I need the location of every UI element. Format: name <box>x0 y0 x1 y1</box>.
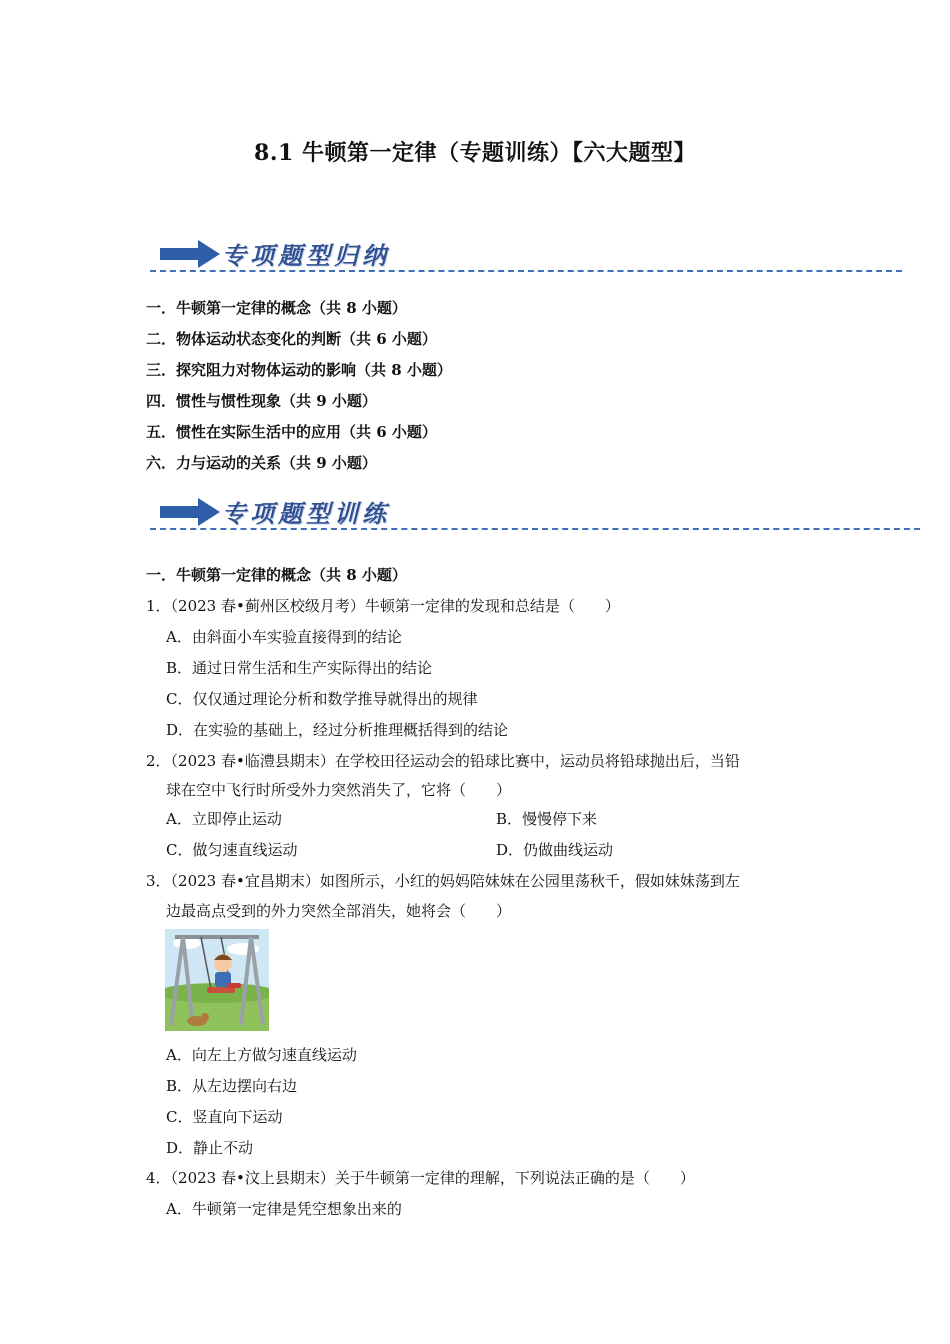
question-3-stem: 3．（2023 春•宜昌期末）如图所示，小红的妈妈陪妹妹在公园里荡秋千，假如妹妹荡到左 <box>146 872 740 890</box>
summary-item: 六．力与运动的关系（共 9 小题） <box>146 454 377 472</box>
question-2-option-a: A．立即停止运动 <box>166 810 282 828</box>
summary-item: 一．牛顿第一定律的概念（共 8 小题） <box>146 299 407 317</box>
question-2-stem-cont: 球在空中飞行时所受外力突然消失了，它将（ ） <box>166 781 512 799</box>
summary-item: 三．探究阻力对物体运动的影响（共 8 小题） <box>146 361 452 379</box>
question-4-stem: 4．（2023 春•汶上县期末）关于牛顿第一定律的理解，下列说法正确的是（ ） <box>146 1169 695 1187</box>
question-1-option-c: C．仅仅通过理论分析和数学推导就得出的规律 <box>166 690 478 708</box>
question-3-option-b: B．从左边摆向右边 <box>166 1077 298 1095</box>
question-1-option-a: A．由斜面小车实验直接得到的结论 <box>166 628 402 646</box>
question-2-option-b: B．慢慢停下来 <box>496 810 598 828</box>
question-3-option-d: D．静止不动 <box>166 1139 254 1157</box>
question-3-option-a: A．向左上方做匀速直线运动 <box>166 1046 357 1064</box>
question-2-option-d: D．仍做曲线运动 <box>496 841 614 859</box>
question-3-stem-cont: 边最高点受到的外力突然全部消失，她将会（ ） <box>166 902 512 920</box>
question-4-option-a: A．牛顿第一定律是凭空想象出来的 <box>166 1200 402 1218</box>
question-1-option-d: D．在实验的基础上，经过分析推理概括得到的结论 <box>166 721 509 739</box>
section-banner-summary <box>146 234 906 274</box>
question-3-option-c: C．竖直向下运动 <box>166 1108 283 1126</box>
swing-illustration <box>165 929 269 1031</box>
question-1-stem: 1．（2023 春•蓟州区校级月考）牛顿第一定律的发现和总结是（ ） <box>146 597 620 615</box>
banner-divider <box>150 528 920 530</box>
summary-item: 五．惯性在实际生活中的应用（共 6 小题） <box>146 423 437 441</box>
banner-summary-label: 专项题型归纳 <box>222 241 390 270</box>
arrow-right-icon <box>160 498 220 526</box>
summary-item: 二．物体运动状态变化的判断（共 6 小题） <box>146 330 437 348</box>
section-banner-training <box>146 492 926 532</box>
summary-item: 四．惯性与惯性现象（共 9 小题） <box>146 392 377 410</box>
section-heading: 一．牛顿第一定律的概念（共 8 小题） <box>146 566 407 584</box>
page-title: 8.1 牛顿第一定律（专题训练）【六大题型】 <box>254 140 696 166</box>
banner-training-label: 专项题型训练 <box>222 499 390 528</box>
question-2-stem: 2．（2023 春•临澧县期末）在学校田径运动会的铅球比赛中，运动员将铅球抛出后，当铅 <box>146 752 740 770</box>
question-2-option-c: C．做匀速直线运动 <box>166 841 298 859</box>
banner-divider <box>150 270 902 272</box>
question-1-option-b: B．通过日常生活和生产实际得出的结论 <box>166 659 433 677</box>
arrow-right-icon <box>160 240 220 268</box>
